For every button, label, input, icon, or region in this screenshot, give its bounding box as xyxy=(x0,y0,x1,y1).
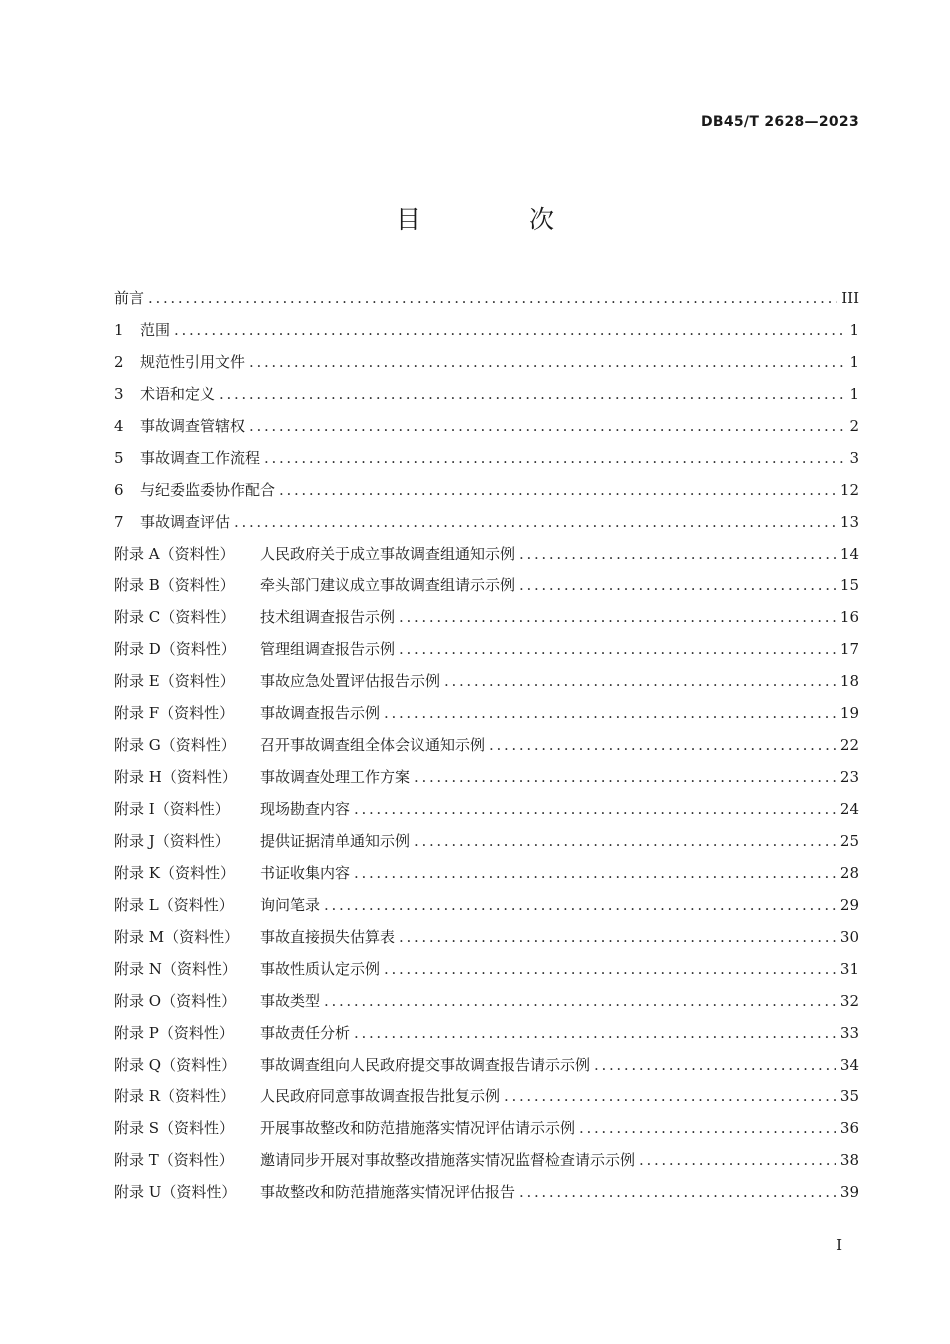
toc-entry-text: 邀请同步开展对事故整改措施落实情况监督检查请示示例 xyxy=(260,1151,636,1170)
toc-appendix-entry[interactable] xyxy=(114,890,859,922)
toc-entry-page: 1 xyxy=(849,320,859,339)
toc-leader-dots xyxy=(519,1177,836,1209)
toc-appendix-entry[interactable] xyxy=(114,666,859,698)
toc-appendix-entry[interactable] xyxy=(114,730,859,762)
toc-appendix-label: 附录 N（资料性） xyxy=(114,959,237,978)
toc-entry-page: III xyxy=(841,289,859,307)
toc-entry[interactable] xyxy=(114,379,859,411)
toc-entry-page: 1 xyxy=(849,384,859,403)
toc-entry-text: 范围 xyxy=(140,320,171,339)
toc-appendix-label: 附录 B（资料性） xyxy=(114,576,235,595)
toc-entry-text: 事故责任分析 xyxy=(260,1023,351,1042)
toc-appendix-entry[interactable] xyxy=(114,539,859,571)
toc-leader-dots xyxy=(354,794,836,826)
toc-entry-number: 3 xyxy=(114,384,124,403)
toc-entry-page: 36 xyxy=(839,1119,859,1138)
toc-leader-dots xyxy=(354,858,836,890)
toc-leader-dots xyxy=(399,634,836,666)
toc-appendix-label: 附录 E（资料性） xyxy=(114,672,235,691)
toc-leader-dots xyxy=(354,1018,836,1050)
toc-leader-dots xyxy=(324,890,836,922)
toc-entry[interactable] xyxy=(114,347,859,379)
toc-entry-text: 事故调查报告示例 xyxy=(260,704,381,723)
toc-entry-page: 15 xyxy=(839,576,859,595)
table-of-contents xyxy=(114,283,859,1209)
toc-entry-text: 提供证据清单通知示例 xyxy=(260,831,411,850)
toc-appendix-entry[interactable] xyxy=(114,922,859,954)
toc-appendix-label: 附录 F（资料性） xyxy=(114,704,235,723)
toc-appendix-entry[interactable] xyxy=(114,794,859,826)
toc-leader-dots xyxy=(249,411,845,443)
toc-entry-page: 32 xyxy=(839,991,859,1010)
toc-leader-dots xyxy=(414,762,836,794)
toc-entry-page: 30 xyxy=(839,927,859,946)
toc-leader-dots xyxy=(384,954,836,986)
toc-leader-dots xyxy=(639,1145,836,1177)
toc-leader-dots xyxy=(519,570,836,602)
toc-entry-page: 19 xyxy=(839,704,859,723)
toc-appendix-label: 附录 M（资料性） xyxy=(114,927,240,946)
toc-leader-dots xyxy=(504,1081,836,1113)
toc-entry-text: 事故性质认定示例 xyxy=(260,959,381,978)
toc-appendix-entry[interactable] xyxy=(114,1145,859,1177)
toc-leader-dots xyxy=(279,475,836,507)
toc-appendix-entry[interactable] xyxy=(114,1081,859,1113)
toc-appendix-entry[interactable] xyxy=(114,570,859,602)
toc-leader-dots xyxy=(519,539,836,571)
toc-entry-page: 34 xyxy=(839,1055,859,1074)
toc-appendix-label: 附录 K（资料性） xyxy=(114,863,235,882)
toc-leader-dots xyxy=(384,698,836,730)
toc-appendix-entry[interactable] xyxy=(114,762,859,794)
toc-entry-text: 人民政府同意事故调查报告批复示例 xyxy=(260,1087,501,1106)
toc-entry-page: 14 xyxy=(839,544,859,563)
toc-entry-text: 与纪委监委协作配合 xyxy=(140,480,276,499)
toc-leader-dots xyxy=(579,1113,836,1145)
toc-entry-page: 13 xyxy=(839,512,859,531)
toc-leader-dots xyxy=(414,826,836,858)
toc-entry-page: 31 xyxy=(839,959,859,978)
toc-appendix-label: 附录 T（资料性） xyxy=(114,1151,234,1170)
toc-entry-foreword[interactable] xyxy=(114,283,859,315)
toc-entry-page: 29 xyxy=(839,895,859,914)
toc-entry[interactable] xyxy=(114,507,859,539)
toc-leader-dots xyxy=(324,986,836,1018)
toc-appendix-label: 附录 D（资料性） xyxy=(114,640,236,659)
toc-appendix-entry[interactable] xyxy=(114,634,859,666)
toc-appendix-label: 附录 C（资料性） xyxy=(114,608,236,627)
toc-appendix-label: 附录 I（资料性） xyxy=(114,800,230,818)
toc-entry-text: 人民政府关于成立事故调查组通知示例 xyxy=(260,544,516,563)
toc-entry-number: 7 xyxy=(114,512,124,531)
toc-appendix-label: 附录 Q（资料性） xyxy=(114,1055,237,1074)
toc-entry-text: 前言 xyxy=(114,289,145,307)
toc-appendix-label: 附录 U（资料性） xyxy=(114,1183,237,1202)
toc-entry-number: 1 xyxy=(114,320,124,339)
toc-appendix-entry[interactable] xyxy=(114,1050,859,1082)
toc-entry-page: 33 xyxy=(839,1023,859,1042)
toc-appendix-label: 附录 H（资料性） xyxy=(114,768,237,787)
toc-entry-text: 规范性引用文件 xyxy=(140,352,246,371)
toc-entry-text: 事故调查组向人民政府提交事故调查报告请示示例 xyxy=(260,1055,591,1074)
toc-entry-text: 事故整改和防范措施落实情况评估报告 xyxy=(260,1183,516,1202)
toc-entry-page: 38 xyxy=(839,1151,859,1170)
toc-leader-dots xyxy=(399,602,836,634)
toc-leader-dots xyxy=(219,379,845,411)
toc-leader-dots xyxy=(594,1050,836,1082)
toc-entry-text: 技术组调查报告示例 xyxy=(260,608,396,627)
toc-appendix-label: 附录 O（资料性） xyxy=(114,991,237,1010)
toc-entry-page: 16 xyxy=(839,608,859,627)
toc-appendix-label: 附录 J（资料性） xyxy=(114,831,230,850)
toc-entry-page: 22 xyxy=(839,736,859,755)
toc-appendix-label: 附录 P（资料性） xyxy=(114,1023,234,1042)
toc-leader-dots xyxy=(234,507,836,539)
toc-entry-number: 5 xyxy=(114,448,124,467)
toc-entry-text: 事故调查工作流程 xyxy=(140,448,261,467)
toc-entry-page: 2 xyxy=(849,416,859,435)
toc-entry-text: 召开事故调查组全体会议通知示例 xyxy=(260,736,486,755)
toc-entry-text: 牵头部门建议成立事故调查组请示示例 xyxy=(260,576,516,595)
toc-entry-text: 术语和定义 xyxy=(140,384,216,403)
toc-entry[interactable] xyxy=(114,411,859,443)
page-title: 目 次 xyxy=(396,205,604,234)
toc-entry-page: 3 xyxy=(849,448,859,467)
toc-entry-page: 25 xyxy=(839,831,859,850)
toc-entry-number: 4 xyxy=(114,416,124,435)
toc-entry[interactable] xyxy=(114,443,859,475)
toc-entry-text: 询问笔录 xyxy=(260,895,321,914)
toc-entry-page: 17 xyxy=(839,640,859,659)
toc-leader-dots xyxy=(174,315,845,347)
toc-entry-page: 12 xyxy=(839,480,859,499)
toc-entry-text: 事故应急处置评估报告示例 xyxy=(260,672,441,691)
toc-entry-text: 现场勘查内容 xyxy=(260,800,351,818)
toc-leader-dots xyxy=(148,283,837,315)
toc-entry-text: 书证收集内容 xyxy=(260,863,351,882)
toc-entry-text: 事故直接损失估算表 xyxy=(260,927,396,946)
toc-appendix-entry[interactable] xyxy=(114,986,859,1018)
toc-appendix-entry[interactable] xyxy=(114,1177,859,1209)
toc-leader-dots xyxy=(444,666,836,698)
toc-leader-dots xyxy=(264,443,845,475)
toc-entry-text: 管理组调查报告示例 xyxy=(260,640,396,659)
toc-appendix-entry[interactable] xyxy=(114,602,859,634)
toc-entry-page: 23 xyxy=(839,768,859,787)
toc-entry-page: 18 xyxy=(839,672,859,691)
toc-appendix-label: 附录 L（资料性） xyxy=(114,895,234,914)
toc-appendix-label: 附录 A（资料性） xyxy=(114,544,235,563)
toc-entry-text: 事故调查处理工作方案 xyxy=(260,768,411,787)
toc-entry-number: 2 xyxy=(114,352,124,371)
toc-leader-dots xyxy=(399,922,836,954)
toc-entry-page: 39 xyxy=(839,1183,859,1202)
toc-entry-text: 事故类型 xyxy=(260,991,321,1010)
toc-entry-page: 1 xyxy=(849,352,859,371)
toc-entry-number: 6 xyxy=(114,480,124,499)
toc-entry[interactable] xyxy=(114,475,859,507)
toc-appendix-entry[interactable] xyxy=(114,954,859,986)
toc-entry-page: 24 xyxy=(839,800,859,818)
toc-appendix-entry[interactable] xyxy=(114,698,859,730)
toc-appendix-label: 附录 S（资料性） xyxy=(114,1119,235,1138)
toc-entry-text: 事故调查管辖权 xyxy=(140,416,246,435)
toc-appendix-entry[interactable] xyxy=(114,826,859,858)
toc-entry-text: 开展事故整改和防范措施落实情况评估请示示例 xyxy=(260,1119,576,1138)
toc-entry-page: 28 xyxy=(839,863,859,882)
toc-appendix-entry[interactable] xyxy=(114,1018,859,1050)
toc-appendix-label: 附录 R（资料性） xyxy=(114,1087,236,1106)
toc-leader-dots xyxy=(249,347,845,379)
toc-leader-dots xyxy=(489,730,836,762)
toc-entry-page: 35 xyxy=(839,1087,859,1106)
document-code: DB45/T 2628—2023 xyxy=(700,114,859,130)
toc-entry-text: 事故调查评估 xyxy=(140,512,231,531)
toc-appendix-label: 附录 G（资料性） xyxy=(114,736,236,755)
toc-entry[interactable] xyxy=(114,315,859,347)
page-number: I xyxy=(836,1236,842,1254)
toc-appendix-entry[interactable] xyxy=(114,858,859,890)
toc-appendix-entry[interactable] xyxy=(114,1113,859,1145)
